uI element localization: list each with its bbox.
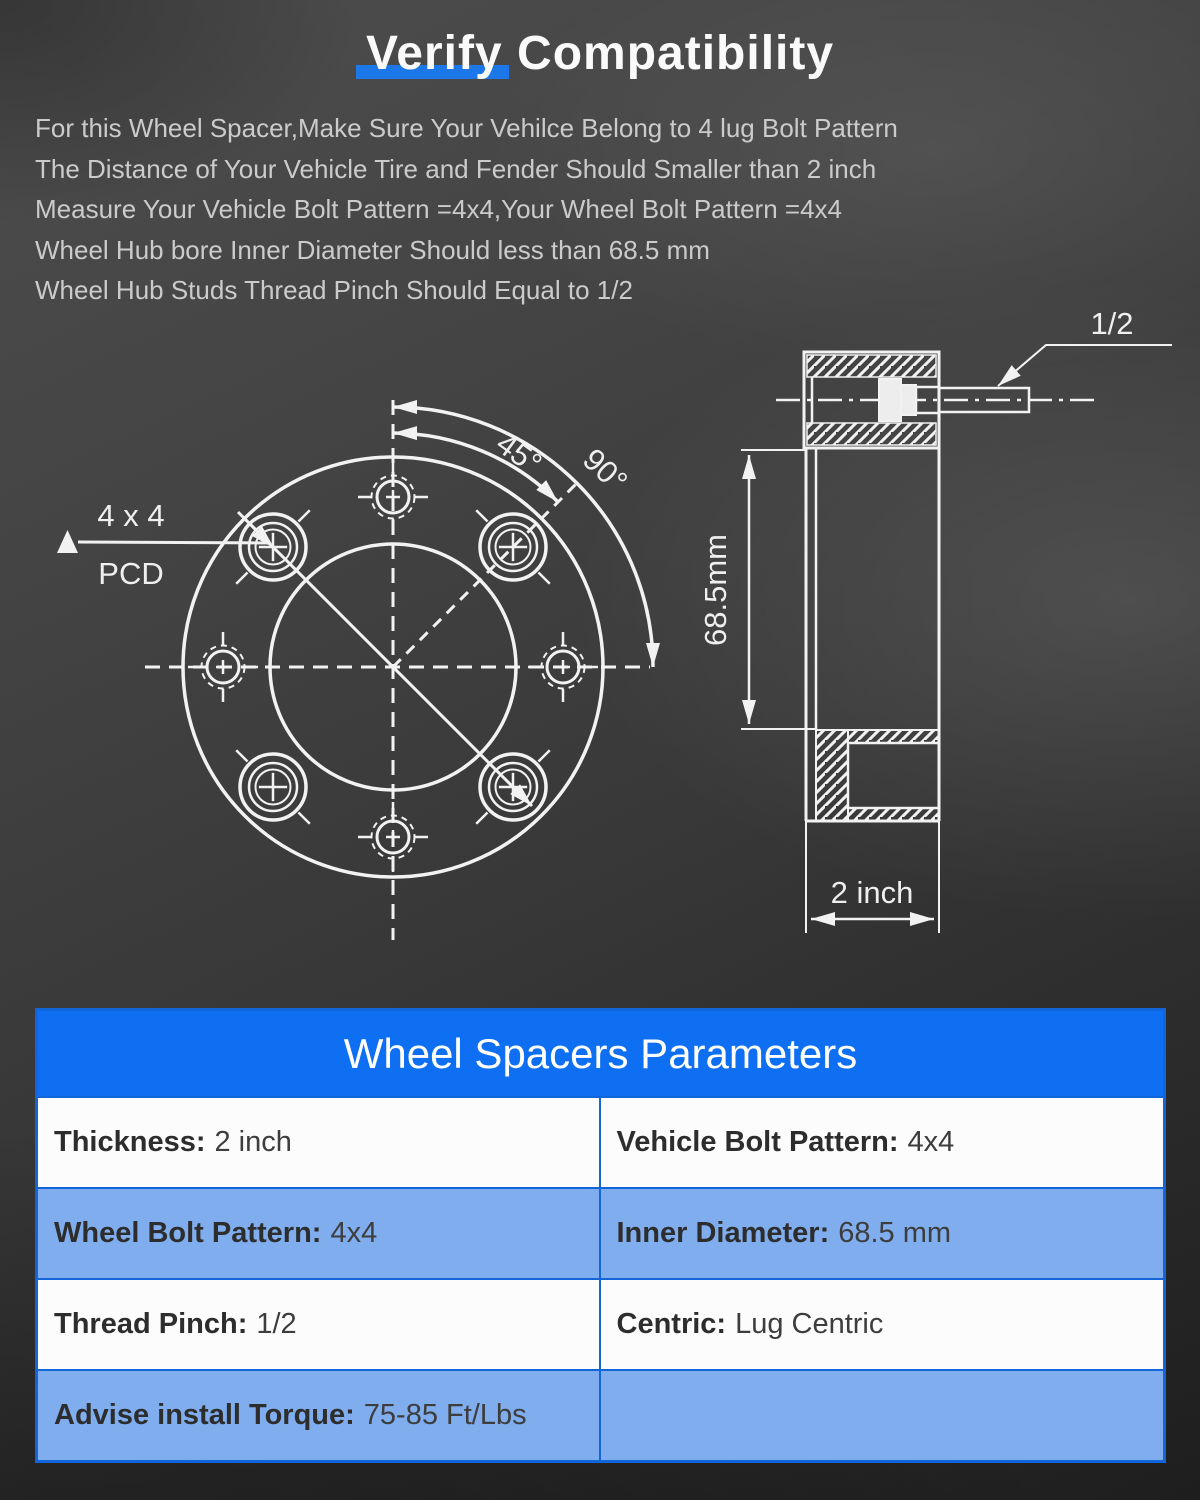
note-line-4: Wheel Hub bore Inner Diameter Should less than 68.5 mm xyxy=(35,234,710,265)
side-view-diagram xyxy=(698,306,1172,933)
cell-vehicle-bolt-pattern: Vehicle Bolt Pattern: 4x4 xyxy=(616,1126,955,1158)
compatibility-notes xyxy=(35,108,1035,311)
technical-drawing xyxy=(0,300,1200,980)
stud-hole-sw xyxy=(213,727,333,847)
note-line-1: For this Wheel Spacer,Make Sure Your Vehilce Belong to 4 lug Bolt Pattern xyxy=(35,113,898,143)
cell-inner-diameter: Inner Diameter: 68.5 mm xyxy=(616,1217,952,1249)
angle-90-label: 90° xyxy=(576,441,635,500)
table-row xyxy=(38,1278,1163,1369)
note-line-2: The Distance of Your Vehicle Tire and Fender Should Smaller than 2 inch xyxy=(35,153,877,184)
table-row xyxy=(38,1096,1163,1187)
lug-hole-north xyxy=(358,462,428,532)
bore-diameter-label: 68.5mm xyxy=(698,534,733,646)
cell-thread-pinch: Thread Pinch: 1/2 xyxy=(38,1280,601,1369)
cell-empty xyxy=(601,1371,1164,1460)
lug-hole-west xyxy=(188,632,258,702)
lug-hole-east xyxy=(528,632,598,702)
angle-45-label: 45° xyxy=(489,425,549,482)
pcd-value-label: 4 x 4 xyxy=(97,498,165,533)
table-title: Wheel Spacers Parameters xyxy=(38,1011,1163,1096)
front-view-diagram xyxy=(57,400,653,940)
cell-wheel-bolt-pattern: Wheel Bolt Pattern: 4x4 xyxy=(38,1189,601,1278)
thread-pitch-label: 1/2 xyxy=(1090,306,1134,341)
pcd-triangle-marker xyxy=(57,530,78,553)
title-rest: Compatibility xyxy=(502,27,835,80)
parameters-table xyxy=(35,1008,1166,1463)
table-row xyxy=(38,1369,1163,1460)
cell-thickness: Thickness: 2 inch xyxy=(38,1098,601,1187)
note-line-5: Wheel Hub Studs Thread Pinch Should Equal to 1/2 xyxy=(35,275,633,305)
pcd-text-label: PCD xyxy=(98,556,164,591)
page-title xyxy=(0,26,1200,81)
cell-install-torque: Advise install Torque: 75-85 Ft/Lbs xyxy=(38,1371,601,1460)
lug-hole-south xyxy=(358,802,428,872)
title-block xyxy=(0,26,1200,81)
table-row xyxy=(38,1187,1163,1278)
cell-centric: Centric: Lug Centric xyxy=(616,1308,884,1340)
title-highlighted-word: Verify xyxy=(365,27,503,80)
thickness-label: 2 inch xyxy=(830,875,914,910)
note-line-3: Measure Your Vehicle Bolt Pattern =4x4,Your Wheel Bolt Pattern =4x4 xyxy=(35,194,842,224)
